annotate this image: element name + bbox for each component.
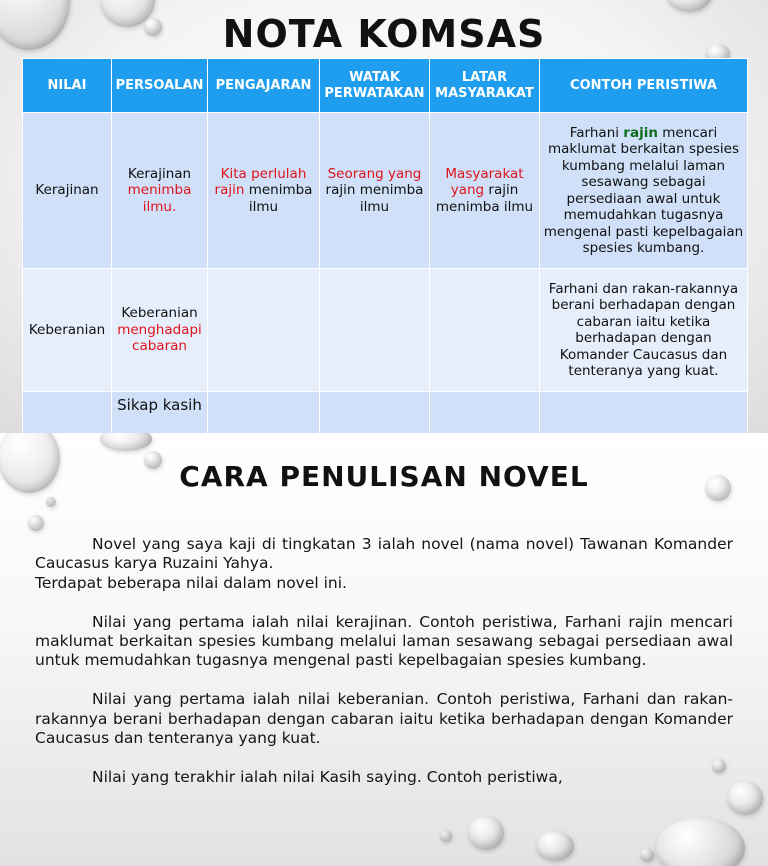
cell-text: rajin menimba ilmu: [325, 182, 424, 215]
cell-watak: [320, 392, 430, 434]
cell-text-red: Masyarakat yang: [445, 165, 524, 199]
table-row: [23, 269, 748, 392]
paragraph-text: Novel yang saya kaji di tingkatan 3 ialah novel (nama novel) Tawanan Komander Caucasus karya Ruzaini Yahya.: [35, 535, 733, 573]
cell-watak: [320, 113, 430, 269]
paragraph-text: Nilai yang pertama ialah nilai keberanian. Contoh peristiwa, Farhani dan rakan-rakannya berani berhadapan dengan cabaran iaitu ketika berhadapan dengan Komander Caucasus dan tenteranya yang kuat.: [35, 690, 733, 748]
cell-pengajaran: [208, 113, 320, 269]
cell-persoalan: Sikap kasih: [112, 392, 208, 434]
cell-text: Kerajinan: [127, 165, 192, 182]
cell-contoh: [540, 113, 748, 269]
cell-text-red: menimba ilmu.: [127, 182, 192, 215]
water-drop: [468, 816, 504, 850]
paragraph: [35, 768, 733, 787]
cell-text-red: menghadapi cabaran: [117, 321, 202, 355]
cell-latar: [430, 269, 540, 392]
table-header-row: [23, 59, 748, 113]
column-header-persoalan: PERSOALAN: [112, 59, 208, 113]
column-header-watak: WATAK PERWATAKAN: [320, 59, 430, 113]
cell-text: Farhani: [569, 124, 624, 141]
column-header-latar: LATAR MASYARAKAT: [430, 59, 540, 113]
water-drop: [536, 831, 574, 861]
cell-text: Keberanian: [121, 305, 198, 322]
cell-nilai: Kerajinan: [23, 113, 112, 269]
water-drop: [440, 830, 452, 842]
slide-cara-penulisan: [0, 433, 768, 866]
cell-pengajaran: [208, 392, 320, 434]
cell-nilai: [23, 392, 112, 434]
water-drop: [655, 818, 745, 866]
cell-persoalan: [112, 113, 208, 269]
water-drop: [100, 433, 152, 451]
cell-text: menimba ilmu: [244, 182, 313, 215]
cell-nilai: Keberanian: [23, 269, 112, 392]
body-text: [35, 535, 733, 807]
cell-latar: [430, 113, 540, 269]
cell-text-green: rajin: [623, 124, 658, 141]
paragraph-text: Nilai yang pertama ialah nilai kerajinan. Contoh peristiwa, Farhani rajin mencari maklumat berkaitan spesies kumbang melalui laman sesawang sebagai persediaan awal untuk memudahkan tugasnya mengenal pasti kepelbagaian spesies kumbang.: [35, 612, 733, 670]
column-header-nilai: NILAI: [23, 59, 112, 113]
cell-text-red: Kita perlulah rajin: [214, 165, 307, 199]
column-header-pengajaran: PENGAJARAN: [208, 59, 320, 113]
nota-table: [22, 58, 748, 433]
column-header-contoh: CONTOH PERISTIWA: [540, 59, 748, 113]
paragraph: [35, 613, 733, 671]
cell-contoh: Farhani dan rakan-rakannya berani berhadapan dengan cabaran iaitu ketika berhadapan dengan Komander Caucasus dan tenteranya yang kuat.: [540, 269, 748, 392]
cell-watak: [320, 269, 430, 392]
table-row: [23, 113, 748, 269]
cell-text: mencari maklumat berkaitan spesies kumbang melalui laman sesawang sebagai persediaan awal untuk memudahkan tugasnya mengenal pasti kepelbagaian spesies kumbang.: [543, 124, 744, 256]
cell-contoh: [540, 392, 748, 434]
page-title: CARA PENULISAN NOVEL: [179, 460, 589, 493]
water-drop: [665, 0, 713, 12]
water-drop: [640, 848, 654, 862]
table-row: [23, 392, 748, 434]
cell-text-red: Seorang yang: [327, 165, 422, 182]
paragraph-text: Nilai yang terakhir ialah nilai Kasih saying. Contoh peristiwa,: [92, 767, 563, 786]
paragraph-text: Terdapat beberapa nilai dalam novel ini.: [35, 573, 347, 592]
page-title: NOTA KOMSAS: [222, 12, 546, 56]
water-drop: [46, 497, 56, 507]
water-drop: [28, 515, 44, 531]
paragraph: [35, 535, 733, 593]
cell-text: rajin menimba ilmu: [435, 182, 534, 215]
cell-persoalan: [112, 269, 208, 392]
cell-pengajaran: [208, 269, 320, 392]
cell-latar: [430, 392, 540, 434]
paragraph: [35, 690, 733, 748]
